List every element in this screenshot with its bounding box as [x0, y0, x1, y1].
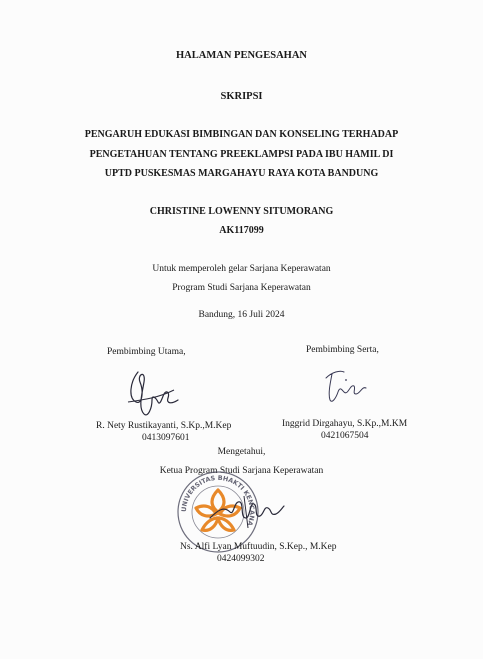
- main-supervisor-signature: [122, 368, 184, 422]
- co-supervisor-signature: [318, 362, 378, 412]
- main-supervisor-role: Pembimbing Utama,: [107, 347, 186, 357]
- degree-purpose: [0, 260, 483, 297]
- degree-purpose-line-2: Program Studi Sarjana Keperawatan: [172, 282, 311, 293]
- degree-purpose-line-1: Untuk memperoleh gelar Sarjana Keperawatan: [152, 264, 331, 274]
- main-supervisor-name: R. Nety Rustikayanti, S.Kp.,M.Kep: [96, 421, 232, 431]
- thesis-title: [0, 125, 483, 184]
- co-supervisor-name: Inggrid Dirgahayu, S.Kp.,M.KM: [282, 419, 408, 429]
- author-name: CHRISTINE LOWENNY SITUMORANG: [149, 206, 334, 217]
- program-head-id: 0424099302: [217, 554, 265, 564]
- student-id: AK117099: [219, 225, 264, 236]
- main-supervisor-id: 0413097601: [142, 433, 190, 443]
- document-type: SKRIPSI: [220, 91, 263, 102]
- program-head-name: Ns. Alfi Lyan Muftuudin, S.Kep., M.Kep: [180, 542, 337, 552]
- acknowledged-label: Mengetahui,: [217, 447, 266, 457]
- page-heading: HALAMAN PENGESAHAN: [176, 50, 307, 61]
- thesis-title-line-3: UPTD PUSKESMAS MARGAHAYU RAYA KOTA BANDUNG: [104, 168, 379, 179]
- thesis-title-line-2: PENGETAHUAN TENTANG PREEKLAMPSI PADA IBU HAMIL DI: [89, 148, 394, 160]
- co-supervisor-role: Pembimbing Serta,: [306, 345, 379, 355]
- thesis-title-line-1: PENGARUH EDUKASI BIMBINGAN DAN KONSELING TERHADAP: [84, 129, 399, 140]
- co-supervisor-id: 0421067504: [321, 431, 369, 441]
- svg-text:UNIVERSITAS BHAKTI KENCANA: UNIVERSITAS BHAKTI KENCANA: [179, 473, 257, 527]
- program-head-role: Ketua Program Studi Sarjana Keperawatan: [159, 466, 324, 476]
- program-head-signature: [204, 488, 288, 534]
- place-date: Bandung, 16 Juli 2024: [198, 310, 285, 320]
